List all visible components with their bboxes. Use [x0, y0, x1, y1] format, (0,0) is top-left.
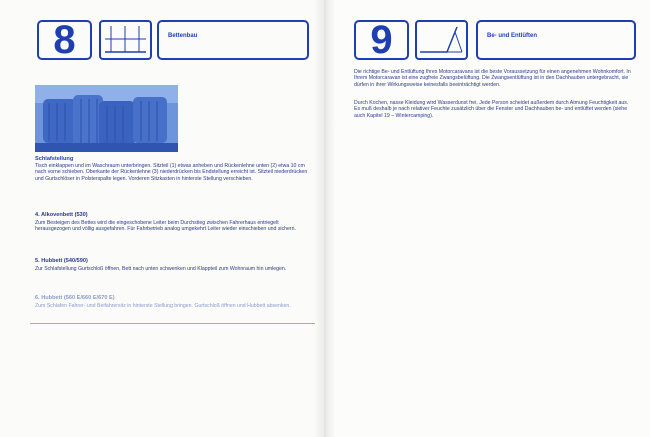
- ventilation-paragraph-2: Durch Kochen, nasse Kleidung wird Wasserdunst frei. Jede Person scheidet außerdem durch Atmung Feuchtigkeit aus. Es muß deshalb je nach relativer Feuchte zusätzlich über die Fenster und Dachhauben be- und entlüftet werden (siehe auch Kapitel 19 – Wintercamping).: [354, 100, 629, 119]
- chapter-number-box-right: [354, 20, 409, 60]
- chapter-number-right: 9: [370, 18, 393, 62]
- section-body-alkovenbett: Zum Besteigen des Bettes wird die eingeschobene Leiter beim Durchstieg zwischen Fahrerhaus entriegelt herausgezogen und völlig ausgefahren. Für Fahrbetrieb analog umgekehrt Leiter wieder einschieben und sichern.: [35, 220, 296, 233]
- ventilation-icon: [415, 20, 468, 60]
- section-heading-hubbett-540: 5. Hubbett (540/590): [35, 258, 88, 264]
- section-body-hubbett-540: Zur Schlafstellung Gurtschloß öffnen, Bett nach unten schwenken und Klappteil zum Wohnraum hin umlegen.: [35, 266, 287, 272]
- ventilation-paragraph-1: Die richtige Be- und Entlüftung Ihres Motorcaravans ist die beste Voraussetzung für einen angenehmen Wohnkomfort. In Ihrem Motorcaravan ist eine zugfreie Zwangsbelüftung. Die Zwangsentlüftung ist in den Dachhauben untergebracht, sie dürfen in ihrer Wirkungsweise keinesfalls beeinträchtigt werden.: [354, 69, 631, 88]
- section-heading-schlafstellung: Schlafstellung: [35, 156, 74, 162]
- bed-icon: [99, 20, 152, 60]
- seat-photo: [35, 85, 178, 152]
- page-divider: [30, 323, 315, 324]
- chapter-title-box: [157, 20, 309, 60]
- chapter-number: 8: [53, 18, 76, 62]
- section-heading-alkovenbett: 4. Alkovenbett (530): [35, 212, 88, 218]
- section-body-hubbett-560: Zum Schlafen Fahrer- und Beifahrersitz in hinterste Stellung bringen. Gurtschloß öffnen und Hubbett absenken.: [35, 303, 291, 309]
- chapter-title-right: Be- und Entlüften: [487, 33, 537, 39]
- section-heading-hubbett-560: 6. Hubbett (560 E/660 E/670 E): [35, 295, 115, 301]
- chapter-title: Bettenbau: [168, 33, 198, 39]
- right-page: [325, 0, 650, 437]
- chapter-title-box-right: [476, 20, 636, 60]
- section-body-schlafstellung: Tisch einklappen und im Waschraum unterbringen. Sitzteil (1) etwas anheben und Rückenlehne unten (2) etwa 10 cm nach vorne schieben. Oberkante der Rückenlehne (3) niederdrücken bis Endstellung erreicht ist. Sitzteil niederdrücken und Gurtschlöser in Polsterspalte legen. Vorderen Sitzkasten in hinterste Stellung verschieben.: [35, 163, 308, 182]
- book-gutter: [314, 0, 336, 437]
- chapter-number-box: [37, 20, 92, 60]
